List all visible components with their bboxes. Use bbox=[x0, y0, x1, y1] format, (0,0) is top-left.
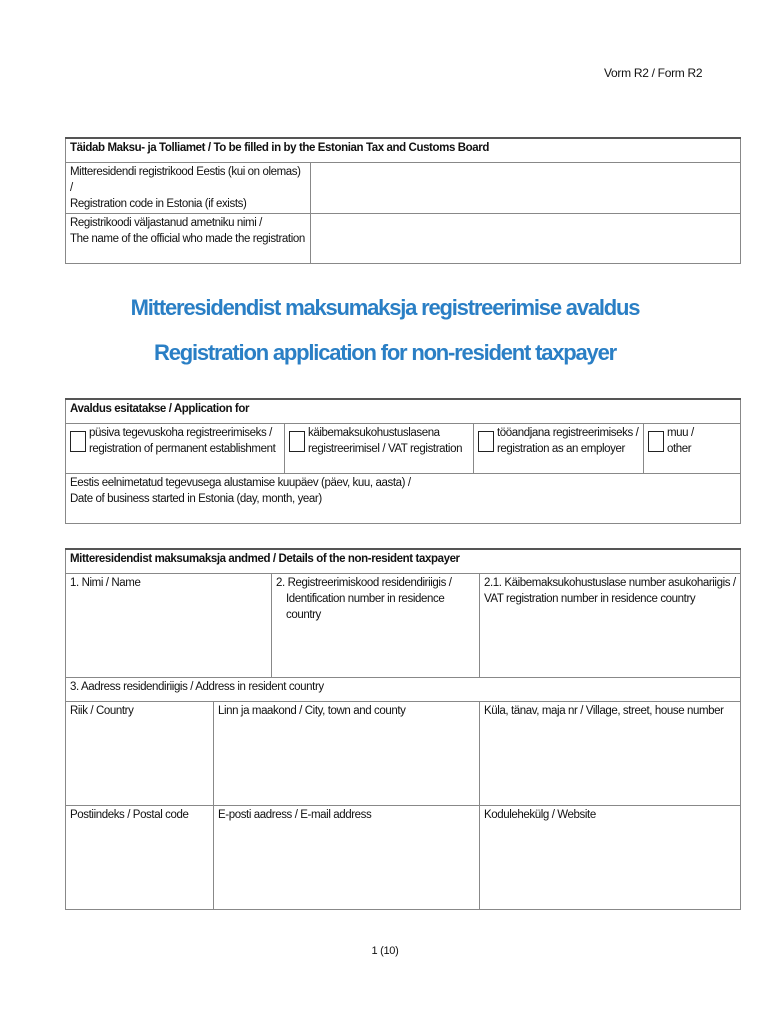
city-label: Linn ja maakond / City, town and county bbox=[218, 704, 406, 717]
option-label-line1: püsiva tegevuskoha registreerimiseks / bbox=[89, 426, 272, 439]
email-field[interactable] bbox=[214, 805, 480, 909]
option-label-line1: muu / bbox=[667, 426, 694, 439]
name-label: 1. Nimi / Name bbox=[70, 576, 141, 589]
name-field[interactable] bbox=[66, 573, 272, 677]
employer-checkbox[interactable] bbox=[478, 431, 494, 452]
id-label-line1: 2. Registreerimiskood residendiriigis / bbox=[276, 576, 452, 589]
website-label: Kodulehekülg / Website bbox=[484, 808, 596, 821]
country-field[interactable] bbox=[66, 701, 214, 805]
option-label-line2: registration of permanent establishment bbox=[89, 442, 276, 455]
option-label-line2: registreerimisel / VAT registration bbox=[308, 442, 463, 455]
registry-code-label-line1: Mitteresidendi registrikood Eestis (kui on olemas) / bbox=[70, 165, 301, 194]
official-name-label-line1: Registrikoodi väljastanud ametniku nimi / bbox=[70, 216, 262, 229]
office-use-heading: Täidab Maksu- ja Tolliamet / To be filled in by the Estonian Tax and Customs Board bbox=[66, 138, 741, 162]
option-label-line2: registration as an employer bbox=[497, 442, 625, 455]
registry-code-label-line2: Registration code in Estonia (if exists) bbox=[70, 197, 247, 210]
website-field[interactable] bbox=[480, 805, 741, 909]
title-estonian: Mitteresidendist maksumaksja registreerimise avaldus bbox=[130, 295, 640, 320]
option-label-line1: tööandjana registreerimiseks / bbox=[497, 426, 639, 439]
office-use-box bbox=[65, 137, 741, 264]
application-box bbox=[65, 398, 741, 524]
email-label: E-posti aadress / E-mail address bbox=[218, 808, 372, 821]
option-label-line2: other bbox=[667, 442, 692, 455]
other-checkbox[interactable] bbox=[648, 431, 664, 452]
postal-code-label: Postiindeks / Postal code bbox=[70, 808, 189, 821]
permanent-establishment-checkbox[interactable] bbox=[70, 431, 86, 452]
registry-code-field[interactable] bbox=[311, 162, 741, 213]
option-employer[interactable] bbox=[474, 423, 644, 473]
application-heading: Avaldus esitatakse / Application for bbox=[66, 399, 741, 423]
form-id: Vorm R2 / Form R2 bbox=[604, 66, 703, 80]
official-name-field[interactable] bbox=[311, 213, 741, 263]
vat-label-line2: VAT registration number in residence country bbox=[484, 592, 696, 605]
street-field[interactable] bbox=[480, 701, 741, 805]
street-label: Küla, tänav, maja nr / Village, street, house number bbox=[484, 704, 724, 717]
option-vat-registration[interactable] bbox=[285, 423, 474, 473]
official-name-label-line2: The name of the official who made the registration bbox=[70, 232, 305, 245]
identification-number-field[interactable] bbox=[272, 573, 480, 677]
country-label: Riik / Country bbox=[70, 704, 134, 717]
option-other[interactable] bbox=[644, 423, 741, 473]
city-field[interactable] bbox=[214, 701, 480, 805]
id-label-line2: Identification number in residence country bbox=[286, 592, 445, 621]
registry-code-label bbox=[66, 162, 311, 213]
start-date-label-line1: Eestis eelnimetatud tegevusega alustamise kuupäev (päev, kuu, aasta) / bbox=[70, 476, 411, 489]
page-number: 1 (10) bbox=[371, 945, 399, 957]
postal-code-field[interactable] bbox=[66, 805, 214, 909]
address-heading: 3. Aadress residendiriigis / Address in resident country bbox=[66, 677, 741, 701]
official-name-label bbox=[66, 213, 311, 263]
vat-number-field[interactable] bbox=[480, 573, 741, 677]
details-heading: Mitteresidendist maksumaksja andmed / Details of the non-resident taxpayer bbox=[66, 549, 741, 573]
option-label-line1: käibemaksukohustuslasena bbox=[308, 426, 440, 439]
start-date-label-line2: Date of business started in Estonia (day, month, year) bbox=[70, 492, 322, 505]
vat-label-line1: 2.1. Käibemaksukohustuslase number asukohariigis / bbox=[484, 576, 736, 589]
start-date-field[interactable] bbox=[66, 473, 741, 523]
vat-registration-checkbox[interactable] bbox=[289, 431, 305, 452]
option-permanent-establishment[interactable] bbox=[66, 423, 285, 473]
title-english: Registration application for non-resident taxpayer bbox=[154, 340, 616, 365]
taxpayer-details-table bbox=[65, 548, 741, 910]
